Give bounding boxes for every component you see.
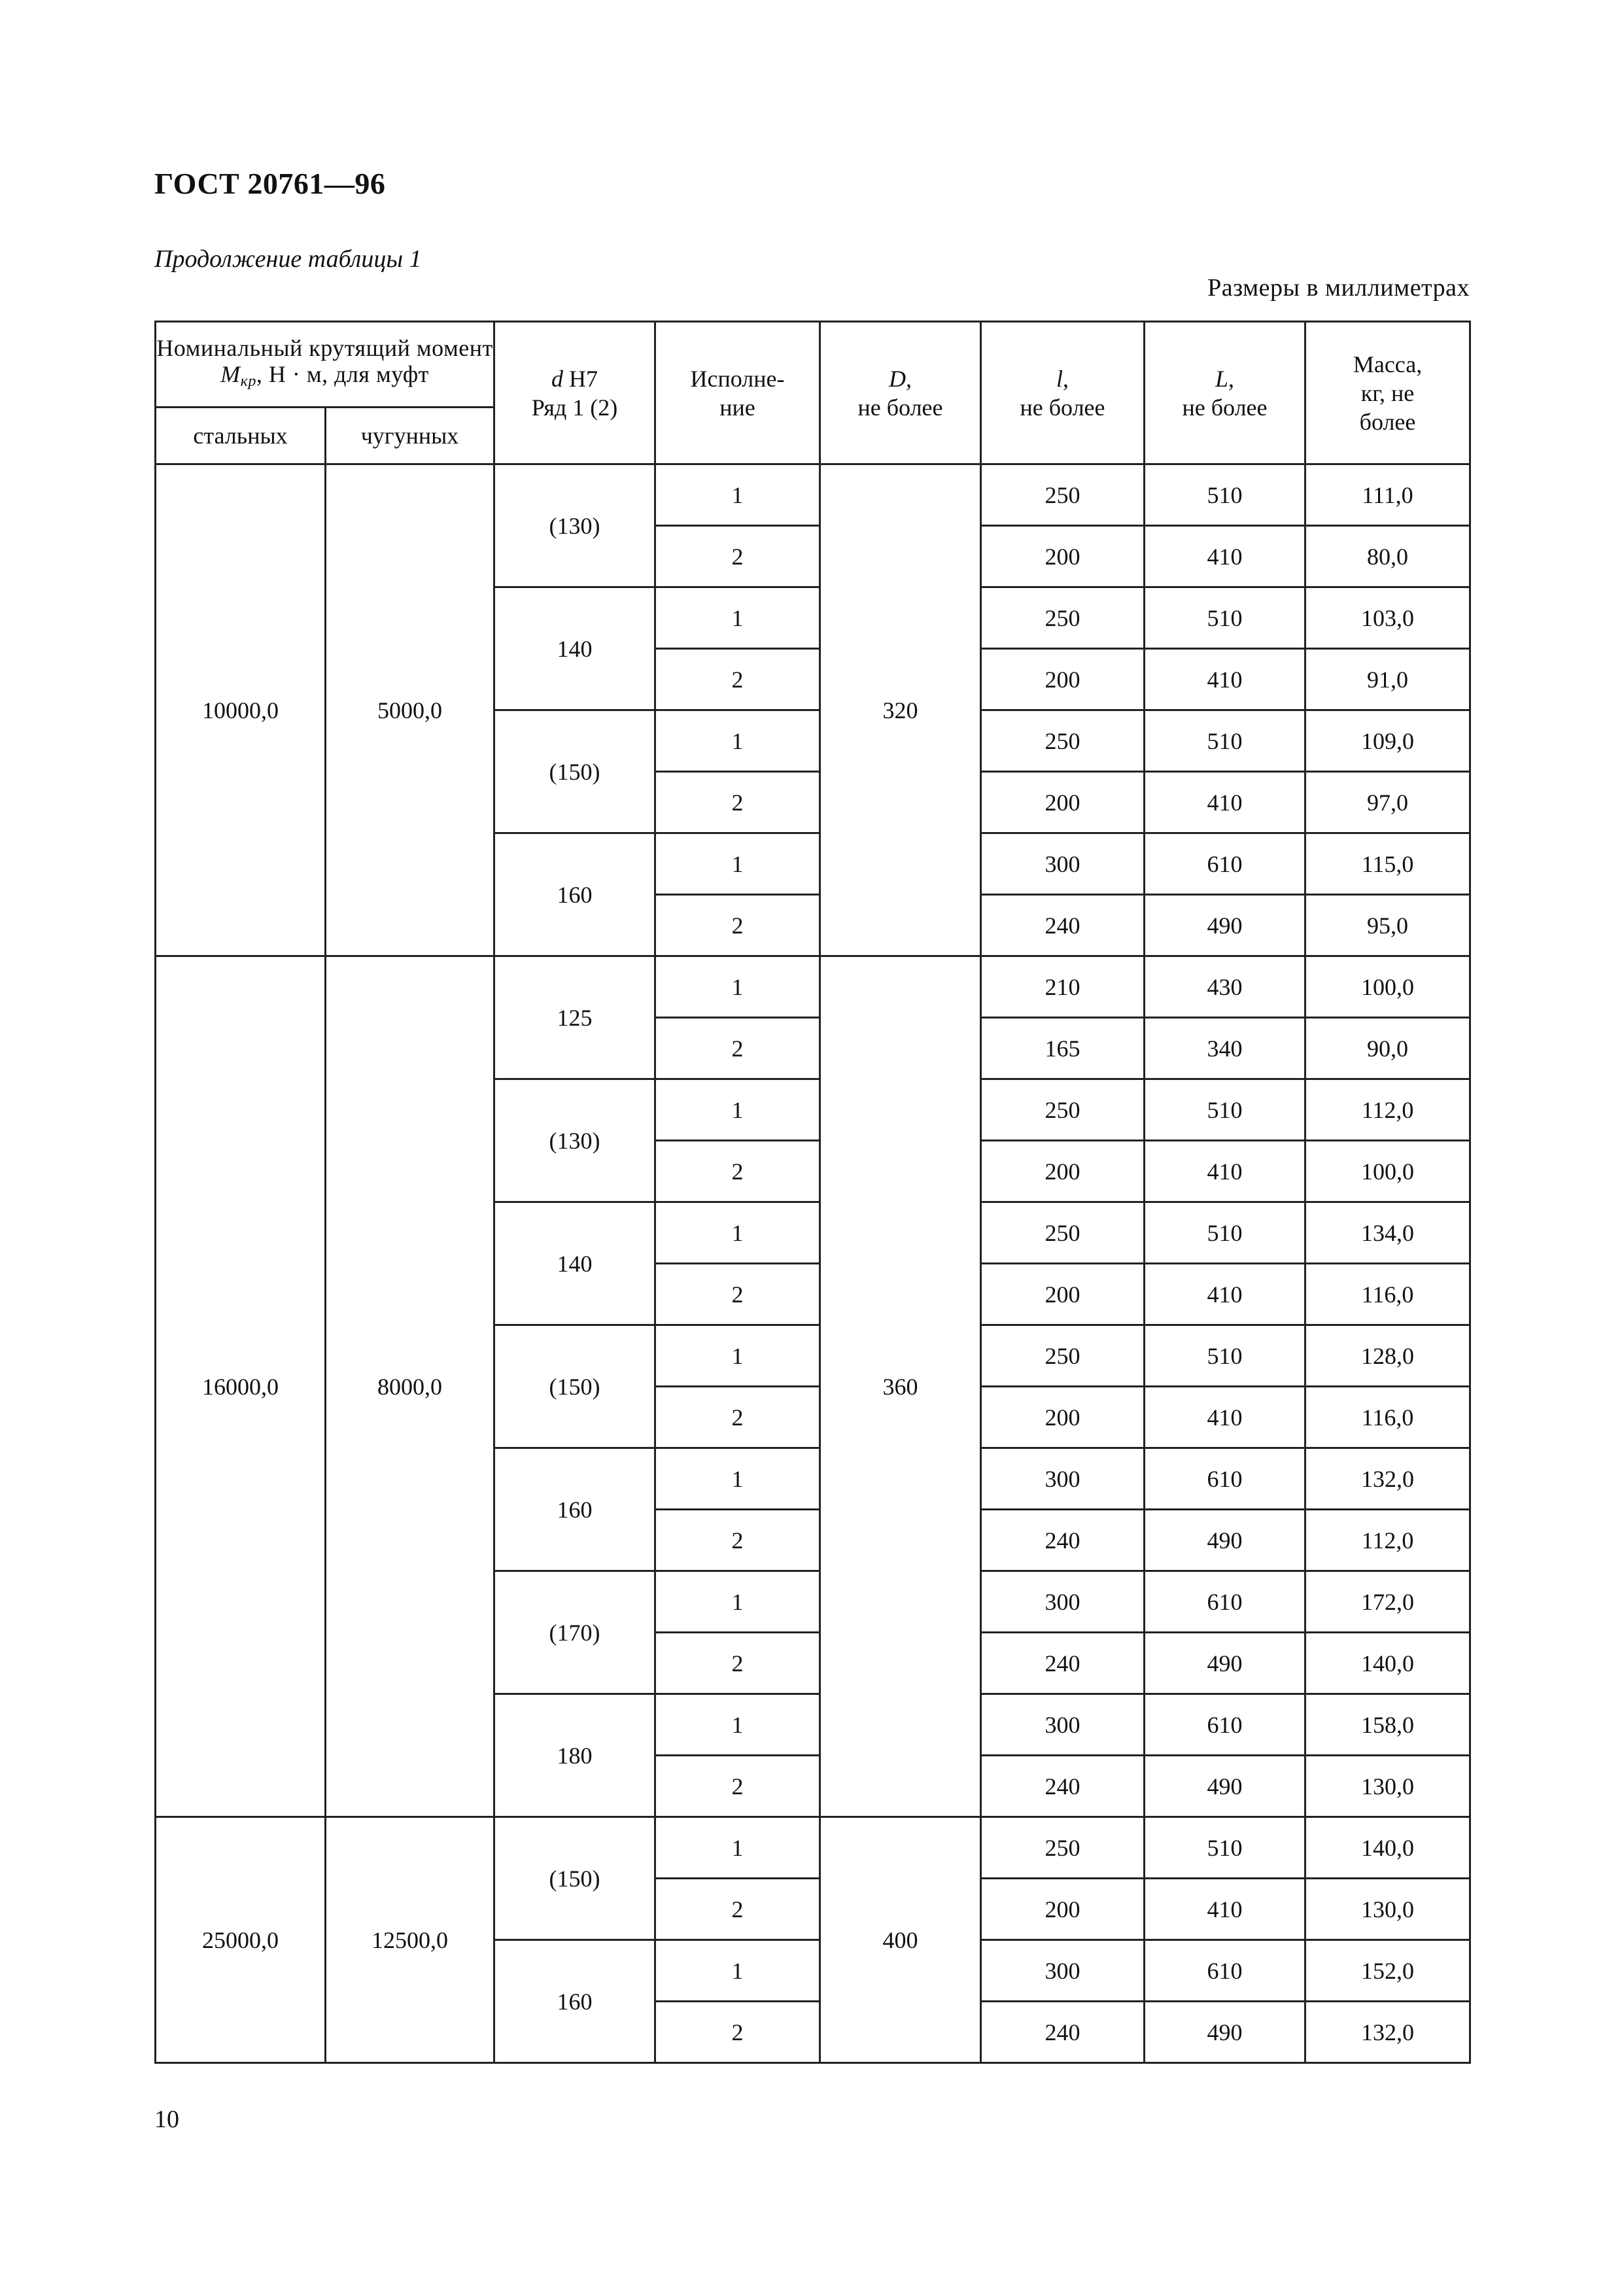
units-note: Размеры в миллиметрах bbox=[1207, 274, 1470, 302]
header-d: d H7 Ряд 1 (2) bbox=[494, 322, 655, 464]
cell-diameter: (130) bbox=[494, 1079, 655, 1202]
cell-l: 165 bbox=[981, 1018, 1145, 1079]
cell-mass: 116,0 bbox=[1305, 1387, 1470, 1448]
cell-mass: 158,0 bbox=[1305, 1694, 1470, 1756]
cell-l: 200 bbox=[981, 772, 1145, 833]
cell-L: 410 bbox=[1145, 526, 1305, 587]
header-l: l, не более bbox=[981, 322, 1145, 464]
cell-version: 1 bbox=[655, 833, 820, 895]
cell-version: 1 bbox=[655, 1448, 820, 1510]
cell-L: 490 bbox=[1145, 2002, 1305, 2063]
cell-diameter: 160 bbox=[494, 1940, 655, 2063]
cell-l: 240 bbox=[981, 1633, 1145, 1694]
document-title: ГОСТ 20761—96 bbox=[154, 167, 386, 200]
cell-version: 2 bbox=[655, 1756, 820, 1817]
cell-L: 340 bbox=[1145, 1018, 1305, 1079]
cell-mass: 130,0 bbox=[1305, 1756, 1470, 1817]
cell-L: 490 bbox=[1145, 1510, 1305, 1571]
cell-version: 2 bbox=[655, 1264, 820, 1325]
cell-diameter: 160 bbox=[494, 1448, 655, 1571]
cell-mass: 97,0 bbox=[1305, 772, 1470, 833]
cell-version: 1 bbox=[655, 956, 820, 1018]
cell-L: 510 bbox=[1145, 587, 1305, 649]
header-mass: Масса, кг, не более bbox=[1305, 322, 1470, 464]
cell-L: 610 bbox=[1145, 1571, 1305, 1633]
cell-cast-iron-torque: 12500,0 bbox=[326, 1817, 494, 2063]
cell-mass: 140,0 bbox=[1305, 1633, 1470, 1694]
cell-mass: 100,0 bbox=[1305, 956, 1470, 1018]
cell-l: 250 bbox=[981, 1079, 1145, 1141]
page-number: 10 bbox=[154, 2106, 179, 2133]
cell-version: 1 bbox=[655, 587, 820, 649]
cell-version: 1 bbox=[655, 1940, 820, 2002]
cell-version: 2 bbox=[655, 1387, 820, 1448]
cell-l: 240 bbox=[981, 1756, 1145, 1817]
cell-L: 510 bbox=[1145, 1325, 1305, 1387]
cell-diameter: 125 bbox=[494, 956, 655, 1079]
cell-mass: 91,0 bbox=[1305, 649, 1470, 710]
cell-mass: 95,0 bbox=[1305, 895, 1470, 956]
cell-diameter: 140 bbox=[494, 587, 655, 710]
cell-L: 410 bbox=[1145, 1387, 1305, 1448]
cell-version: 1 bbox=[655, 1079, 820, 1141]
cell-diameter: 160 bbox=[494, 833, 655, 956]
cell-version: 2 bbox=[655, 772, 820, 833]
cell-L: 510 bbox=[1145, 1079, 1305, 1141]
cell-version: 1 bbox=[655, 1694, 820, 1756]
table-body bbox=[156, 464, 1470, 2063]
cell-outer-diameter: 400 bbox=[820, 1817, 981, 2063]
cell-mass: 103,0 bbox=[1305, 587, 1470, 649]
cell-mass: 140,0 bbox=[1305, 1817, 1470, 1879]
cell-L: 510 bbox=[1145, 464, 1305, 526]
cell-l: 240 bbox=[981, 1510, 1145, 1571]
header-nominal-torque: Номинальный крутящий момент $M_{кр}$, Н · м, для муфт bbox=[156, 322, 494, 408]
cell-diameter: (150) bbox=[494, 710, 655, 833]
table-row bbox=[156, 464, 1470, 526]
cell-diameter: (170) bbox=[494, 1571, 655, 1694]
table-row bbox=[156, 956, 1470, 1018]
cell-version: 2 bbox=[655, 526, 820, 587]
cell-L: 610 bbox=[1145, 1448, 1305, 1510]
cell-steel-torque: 10000,0 bbox=[156, 464, 326, 956]
cell-L: 490 bbox=[1145, 1756, 1305, 1817]
cell-version: 2 bbox=[655, 1018, 820, 1079]
cell-version: 1 bbox=[655, 1202, 820, 1264]
cell-steel-torque: 16000,0 bbox=[156, 956, 326, 1817]
cell-mass: 128,0 bbox=[1305, 1325, 1470, 1387]
cell-version: 2 bbox=[655, 2002, 820, 2063]
cell-diameter: 140 bbox=[494, 1202, 655, 1325]
cell-diameter: 180 bbox=[494, 1694, 655, 1817]
cell-version: 1 bbox=[655, 1571, 820, 1633]
cell-l: 250 bbox=[981, 587, 1145, 649]
cell-l: 250 bbox=[981, 464, 1145, 526]
cell-version: 1 bbox=[655, 1325, 820, 1387]
cell-L: 510 bbox=[1145, 710, 1305, 772]
cell-version: 1 bbox=[655, 464, 820, 526]
cell-mass: 172,0 bbox=[1305, 1571, 1470, 1633]
cell-l: 200 bbox=[981, 1264, 1145, 1325]
cell-mass: 90,0 bbox=[1305, 1018, 1470, 1079]
cell-mass: 115,0 bbox=[1305, 833, 1470, 895]
cell-version: 2 bbox=[655, 1510, 820, 1571]
cell-l: 200 bbox=[981, 1387, 1145, 1448]
table-row bbox=[156, 1817, 1470, 1879]
cell-mass: 111,0 bbox=[1305, 464, 1470, 526]
header-cast-iron: чугунных bbox=[326, 408, 494, 464]
cell-mass: 132,0 bbox=[1305, 1448, 1470, 1510]
cell-mass: 112,0 bbox=[1305, 1079, 1470, 1141]
table-caption: Продолжение таблицы 1 bbox=[154, 245, 422, 273]
cell-l: 240 bbox=[981, 2002, 1145, 2063]
cell-L: 410 bbox=[1145, 649, 1305, 710]
cell-cast-iron-torque: 8000,0 bbox=[326, 956, 494, 1817]
cell-l: 250 bbox=[981, 1325, 1145, 1387]
cell-L: 410 bbox=[1145, 1264, 1305, 1325]
cell-mass: 109,0 bbox=[1305, 710, 1470, 772]
cell-L: 510 bbox=[1145, 1817, 1305, 1879]
cell-version: 2 bbox=[655, 895, 820, 956]
cell-L: 610 bbox=[1145, 1940, 1305, 2002]
cell-L: 610 bbox=[1145, 1694, 1305, 1756]
cell-l: 210 bbox=[981, 956, 1145, 1018]
cell-outer-diameter: 360 bbox=[820, 956, 981, 1817]
cell-L: 510 bbox=[1145, 1202, 1305, 1264]
cell-mass: 130,0 bbox=[1305, 1879, 1470, 1940]
cell-l: 300 bbox=[981, 1571, 1145, 1633]
cell-L: 410 bbox=[1145, 1141, 1305, 1202]
dimensions-table bbox=[154, 321, 1471, 2064]
cell-l: 300 bbox=[981, 1694, 1145, 1756]
cell-cast-iron-torque: 5000,0 bbox=[326, 464, 494, 956]
cell-version: 2 bbox=[655, 1879, 820, 1940]
cell-L: 490 bbox=[1145, 1633, 1305, 1694]
cell-version: 1 bbox=[655, 1817, 820, 1879]
cell-L: 410 bbox=[1145, 772, 1305, 833]
header-steel: стальных bbox=[156, 408, 326, 464]
cell-mass: 116,0 bbox=[1305, 1264, 1470, 1325]
cell-L: 610 bbox=[1145, 833, 1305, 895]
cell-l: 250 bbox=[981, 1817, 1145, 1879]
cell-l: 300 bbox=[981, 1940, 1145, 2002]
header-version: Исполне- ние bbox=[655, 322, 820, 464]
cell-mass: 132,0 bbox=[1305, 2002, 1470, 2063]
cell-L: 410 bbox=[1145, 1879, 1305, 1940]
cell-mass: 112,0 bbox=[1305, 1510, 1470, 1571]
cell-diameter: (150) bbox=[494, 1325, 655, 1448]
cell-outer-diameter: 320 bbox=[820, 464, 981, 956]
cell-version: 2 bbox=[655, 1633, 820, 1694]
cell-l: 200 bbox=[981, 526, 1145, 587]
cell-l: 300 bbox=[981, 1448, 1145, 1510]
cell-l: 200 bbox=[981, 1879, 1145, 1940]
header-D: D, не более bbox=[820, 322, 981, 464]
cell-diameter: (150) bbox=[494, 1817, 655, 1940]
cell-version: 2 bbox=[655, 1141, 820, 1202]
cell-l: 200 bbox=[981, 1141, 1145, 1202]
cell-version: 2 bbox=[655, 649, 820, 710]
cell-mass: 152,0 bbox=[1305, 1940, 1470, 2002]
cell-l: 250 bbox=[981, 710, 1145, 772]
cell-l: 200 bbox=[981, 649, 1145, 710]
cell-mass: 80,0 bbox=[1305, 526, 1470, 587]
cell-l: 240 bbox=[981, 895, 1145, 956]
cell-mass: 134,0 bbox=[1305, 1202, 1470, 1264]
cell-L: 430 bbox=[1145, 956, 1305, 1018]
cell-l: 250 bbox=[981, 1202, 1145, 1264]
cell-steel-torque: 25000,0 bbox=[156, 1817, 326, 2063]
header-L: L, не более bbox=[1145, 322, 1305, 464]
cell-diameter: (130) bbox=[494, 464, 655, 587]
cell-mass: 100,0 bbox=[1305, 1141, 1470, 1202]
cell-version: 1 bbox=[655, 710, 820, 772]
cell-L: 490 bbox=[1145, 895, 1305, 956]
cell-l: 300 bbox=[981, 833, 1145, 895]
